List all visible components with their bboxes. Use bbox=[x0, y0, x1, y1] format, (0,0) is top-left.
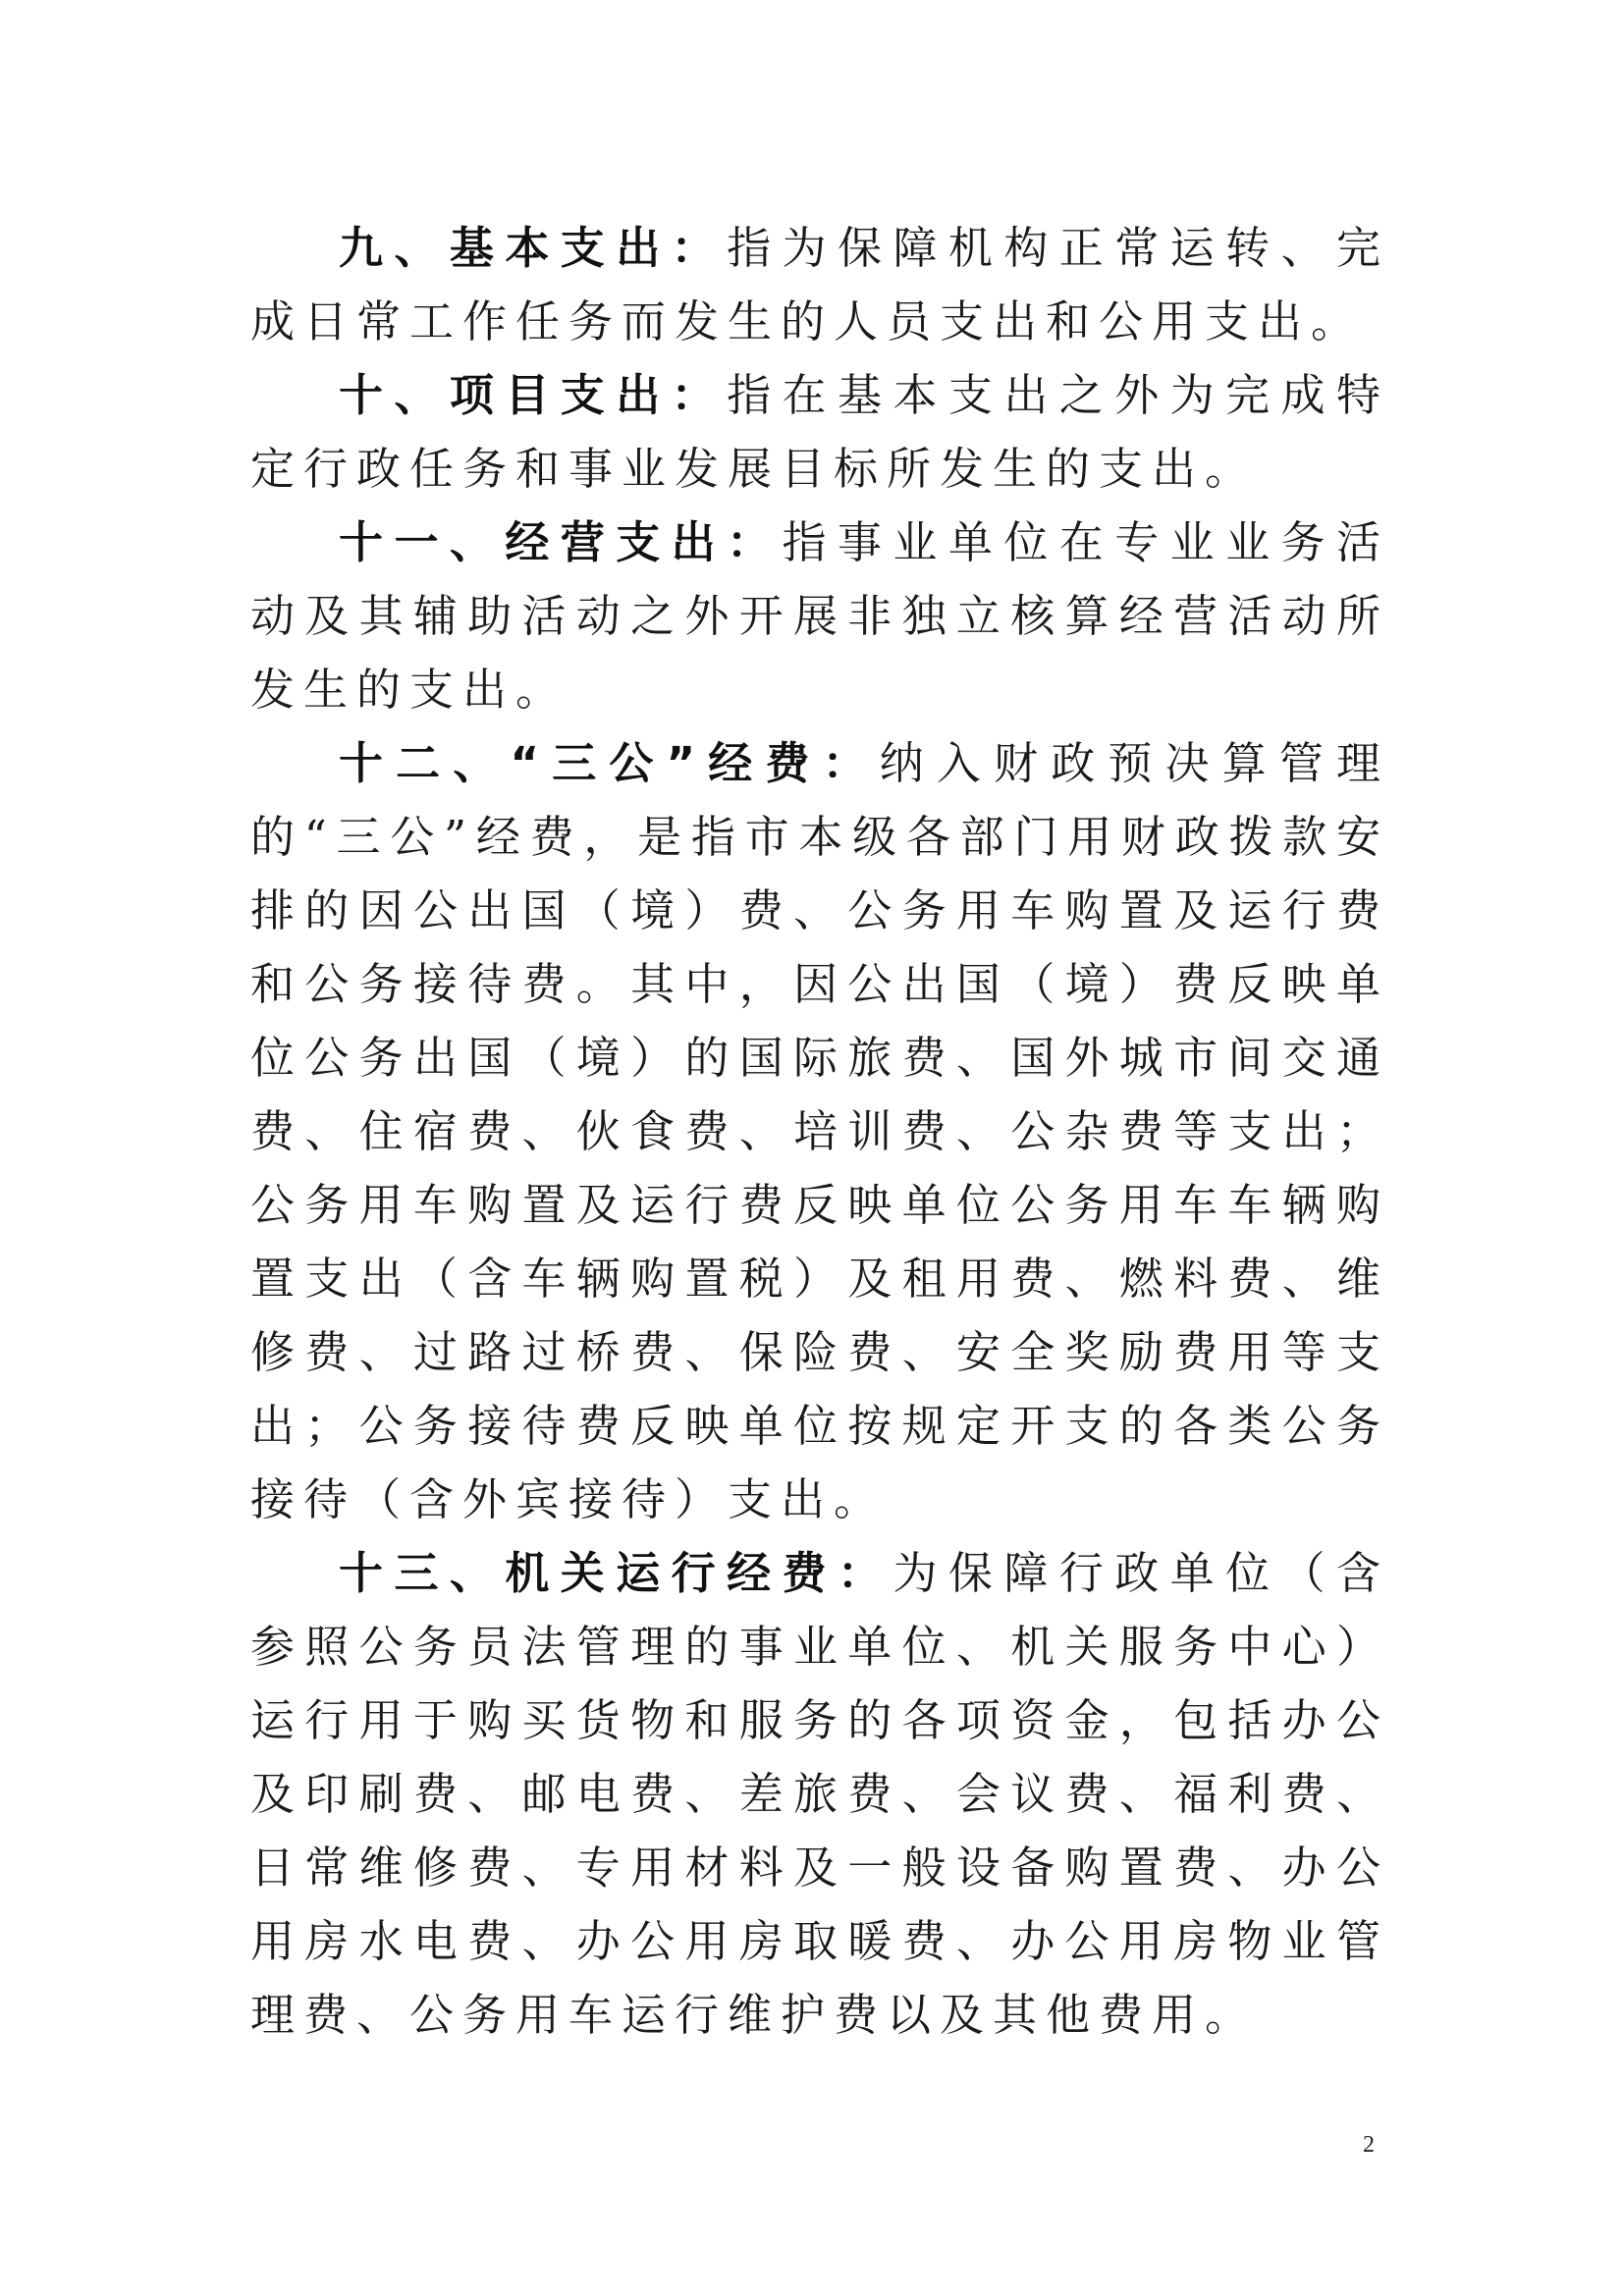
paragraph-three-public-funds bbox=[250, 726, 1389, 1536]
definition-basic-expenditure: 指为保障机构正常运转、完成日常工作任务而发生的人员支出和公用支出。 bbox=[250, 222, 1389, 347]
page-number: 2 bbox=[1363, 2132, 1375, 2158]
document-body bbox=[250, 211, 1389, 2052]
term-basic-expenditure: 九、基本支出： bbox=[339, 222, 728, 274]
term-operating-expenditure: 十一、经营支出： bbox=[339, 516, 783, 568]
paragraph-operating-expenditure bbox=[250, 506, 1389, 726]
paragraph-agency-operating-funds bbox=[250, 1536, 1389, 2052]
term-agency-operating-funds: 十三、机关运行经费： bbox=[339, 1547, 893, 1599]
definition-project-expenditure: 指在基本支出之外为完成特定行政任务和事业发展目标所发生的支出。 bbox=[250, 369, 1389, 495]
paragraph-basic-expenditure bbox=[250, 211, 1389, 358]
term-three-public-funds: 十二、“三公”经费： bbox=[339, 737, 880, 789]
definition-agency-operating-funds: 为保障行政单位（含参照公务员法管理的事业单位、机关服务中心）运行用于购买货物和服务的各项资金，包括办公及印刷费、邮电费、差旅费、会议费、福利费、日常维修费、专用材料及一般设备购置费、办公用房水电费、办公用房取暖费、办公用房物业管理费、公务用车运行维护费以及其他费用。 bbox=[250, 1547, 1389, 2041]
definition-three-public-funds: 纳入财政预决算管理的“三公”经费，是指市本级各部门用财政拨款安排的因公出国（境）费、公务用车购置及运行费和公务接待费。其中，因公出国（境）费反映单位公务出国（境）的国际旅费、国外城市间交通费、住宿费、伙食费、培训费、公杂费等支出；公务用车购置及运行费反映单位公务用车车辆购置支出（含车辆购置税）及租用费、燃料费、维修费、过路过桥费、保险费、安全奖励费用等支出；公务接待费反映单位按规定开支的各类公务接待（含外宾接待）支出。 bbox=[250, 737, 1389, 1525]
paragraph-project-expenditure bbox=[250, 358, 1389, 506]
term-project-expenditure: 十、项目支出： bbox=[339, 369, 728, 421]
definition-operating-expenditure: 指事业单位在专业业务活动及其辅助活动之外开展非独立核算经营活动所发生的支出。 bbox=[250, 516, 1389, 716]
